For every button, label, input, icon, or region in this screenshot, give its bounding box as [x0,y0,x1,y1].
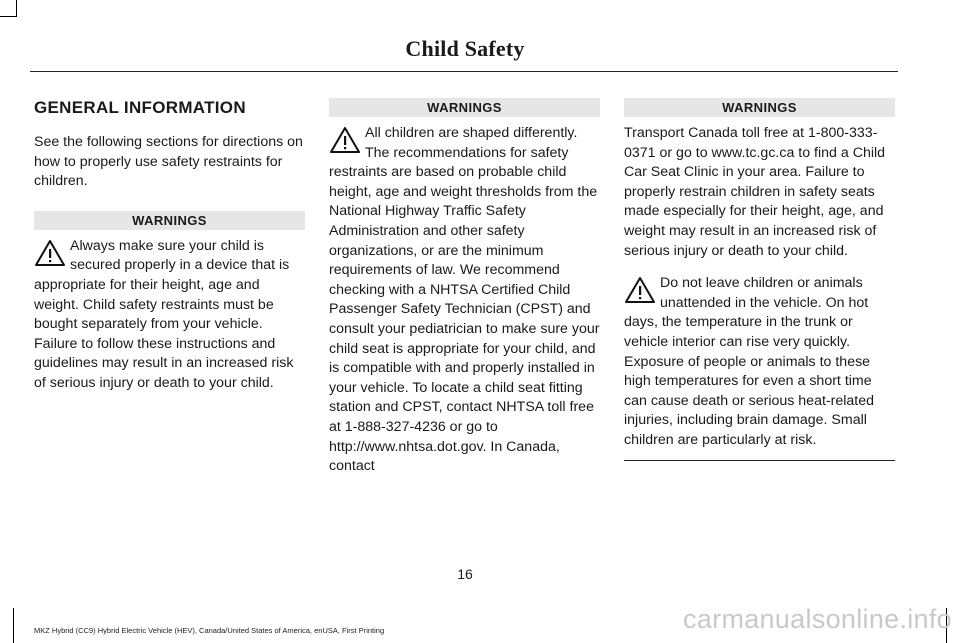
warning-block [329,117,600,477]
page-title: Child Safety [405,36,525,61]
right-column [624,98,895,461]
crop-mark-bottom-left [13,608,14,643]
section-heading: GENERAL INFORMATION [34,98,246,117]
warning-block [34,230,305,394]
crop-mark-top-left [16,0,17,17]
warning-triangle-icon [34,238,66,268]
intro-paragraph: See the following sections for directions on how to properly use safety restraints for children. [34,134,303,190]
crop-mark-top-left [0,16,17,17]
warning-text: All children are shaped differently. The recommendations for safety restraints are based on probable child height, age and weight thresholds from the National Highway Traffic Safety Administration and other safety organizations, or are the minimum requirements of law. We recommend checking with a NHTSA Certified Child Passenger Safety Technician (CPST) and consult your pediatrician to make sure your child seat is appropriate for your child, and is compatible with and properly installed in your vehicle. To locate a child seat fitting station and CPST, contact NHTSA toll free at 1-888-327-4236 or go to http://www.nhtsa.dot.gov. In Canada, contact [329,125,600,475]
warning-continued-text: Transport Canada toll free at 1-800-333-0371 or go to www.tc.gc.ca to find a Child Car Seat Clinic in your area. Failure to properly restrain children in safety seats made especially for their height, age, and weight may result in an increased risk of serious injury or death to your child. [624,125,886,259]
warnings-header: WARNINGS [329,98,600,117]
watermark: carmanualsonline.info [683,604,952,634]
warning-block [624,261,895,450]
warning-text: Always make sure your child is secured properly in a device that is appropriate for their height, age and weight. Child safety restraints must be bought separately from your vehicle. Failure to follow these instructions and guidelines may result in an increased risk of serious injury or death to your child. [34,237,294,391]
title-divider [30,71,898,72]
left-column [34,98,305,394]
warning-block [624,117,895,261]
page-number: 16 [457,566,473,582]
warning-end-rule [624,460,895,461]
warning-triangle-icon [624,275,656,305]
footer-vehicle-info: MKZ Hybrid (CC9) Hybrid Electric Vehicle (HEV), Canada/United States of America, enUSA, First Printing [34,626,385,635]
warnings-header: WARNINGS [624,98,895,117]
middle-column [329,98,600,477]
warning-text: Do not leave children or animals unattended in the vehicle. On hot days, the temperature in the trunk or vehicle interior can rise very quickly. Exposure of people or animals to these high temperatures for even a short time can cause death or serious heat-related injuries, including brain damage. Small children are particularly at risk. [624,275,875,448]
warning-triangle-icon [329,125,361,155]
warnings-header: WARNINGS [34,211,305,230]
